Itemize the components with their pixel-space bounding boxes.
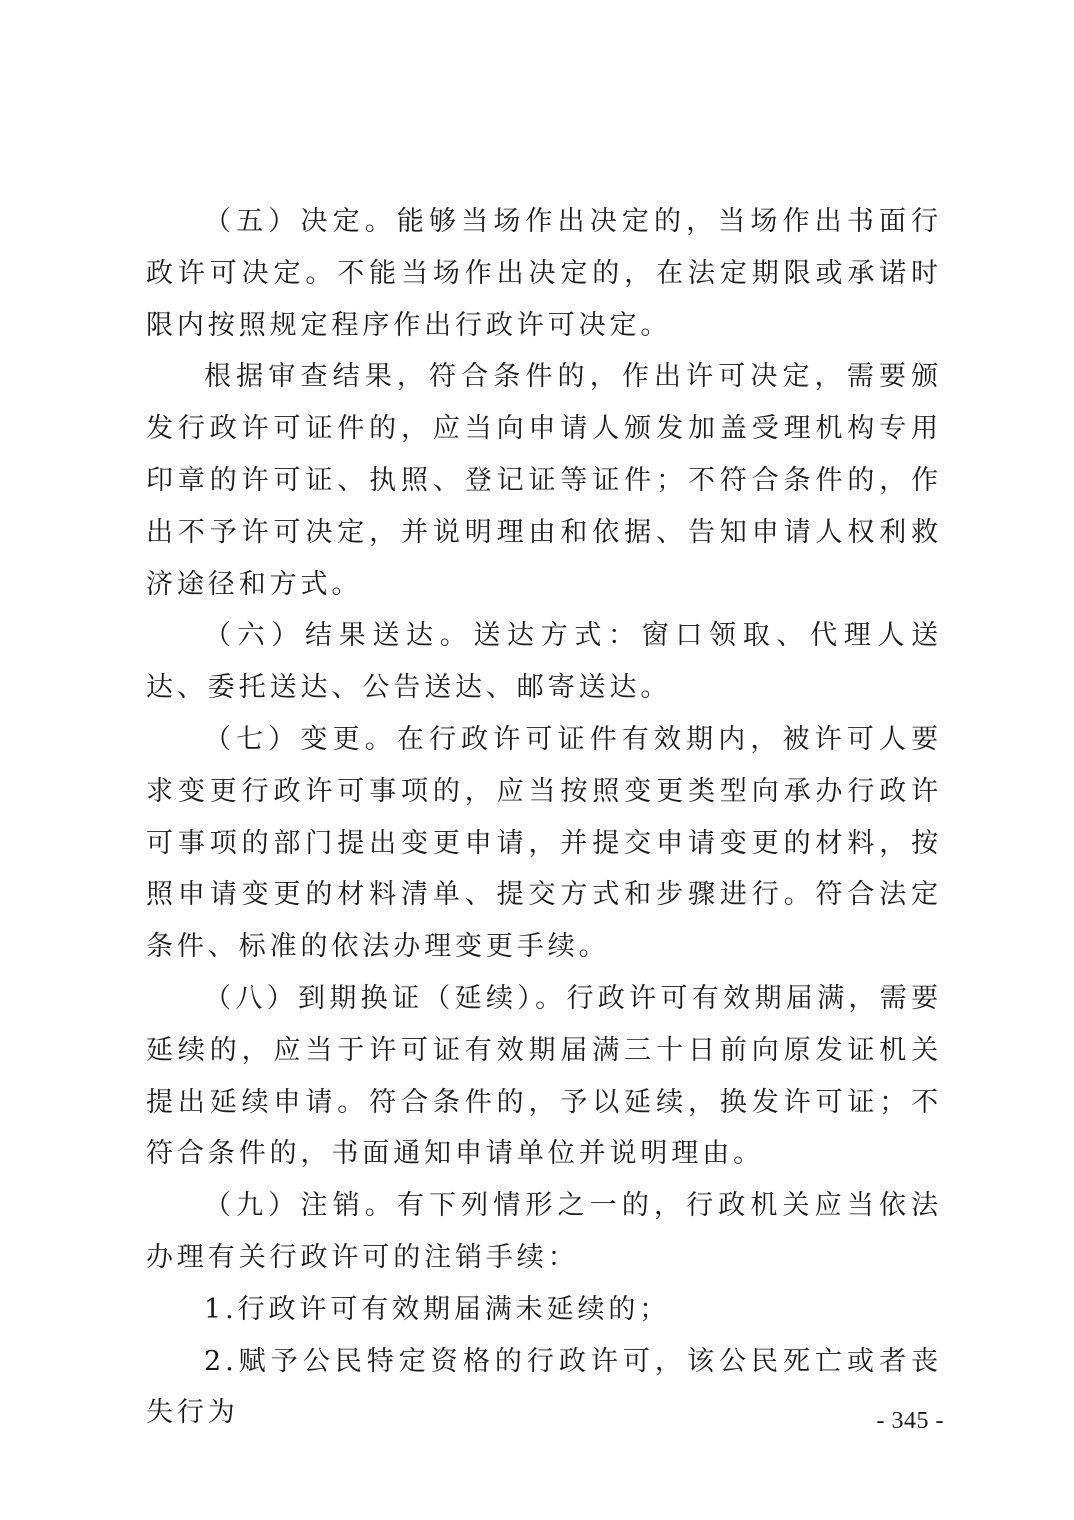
paragraph-change: （七）变更。在行政许可证件有效期内，被许可人要求变更行政许可事项的，应当按照变更类型向承办行政许可事项的部门提出变更申请，并提交申请变更的材料，按照申请变更的材料清单、提交方式和步骤进行。符合法定条件、标准的依法办理变更手续。 xyxy=(146,723,942,963)
paragraph-review-result: 根据审查结果，符合条件的，作出许可决定，需要颁发行政许可证件的，应当向申请人颁发加盖受理机构专用印章的许可证、执照、登记证等证件；不符合条件的，作出不予许可决定，并说明理由和依据、告知申请人权利救济途径和方式。 xyxy=(146,361,942,600)
paragraph-cancellation: （九）注销。有下列情形之一的，行政机关应当依法办理有关行政许可的注销手续： xyxy=(146,1190,942,1273)
body-text xyxy=(146,196,942,1439)
page-number: - 345 - xyxy=(876,1408,944,1434)
list-item-1: 1.行政许可有效期届满未延续的； xyxy=(204,1293,671,1325)
paragraph-delivery: （六）结果送达。送达方式：窗口领取、代理人送达、委托送达、公告送达、邮寄送达。 xyxy=(146,620,942,704)
paragraph-decision: （五）决定。能够当场作出决定的，当场作出书面行政许可决定。不能当场作出决定的，在法定期限或承诺时限内按照规定程序作出行政许可决定。 xyxy=(146,206,942,341)
list-item-2: 2.赋予公民特定资格的行政许可，该公民死亡或者丧失行为 xyxy=(146,1345,942,1429)
paragraph-renewal: （八）到期换证（延续）。行政许可有效期届满，需要延续的，应当于许可证有效期届满三十日前向原发证机关提出延续申请。符合条件的，予以延续，换发许可证；不符合条件的，书面通知申请单位并说明理由。 xyxy=(146,982,942,1170)
